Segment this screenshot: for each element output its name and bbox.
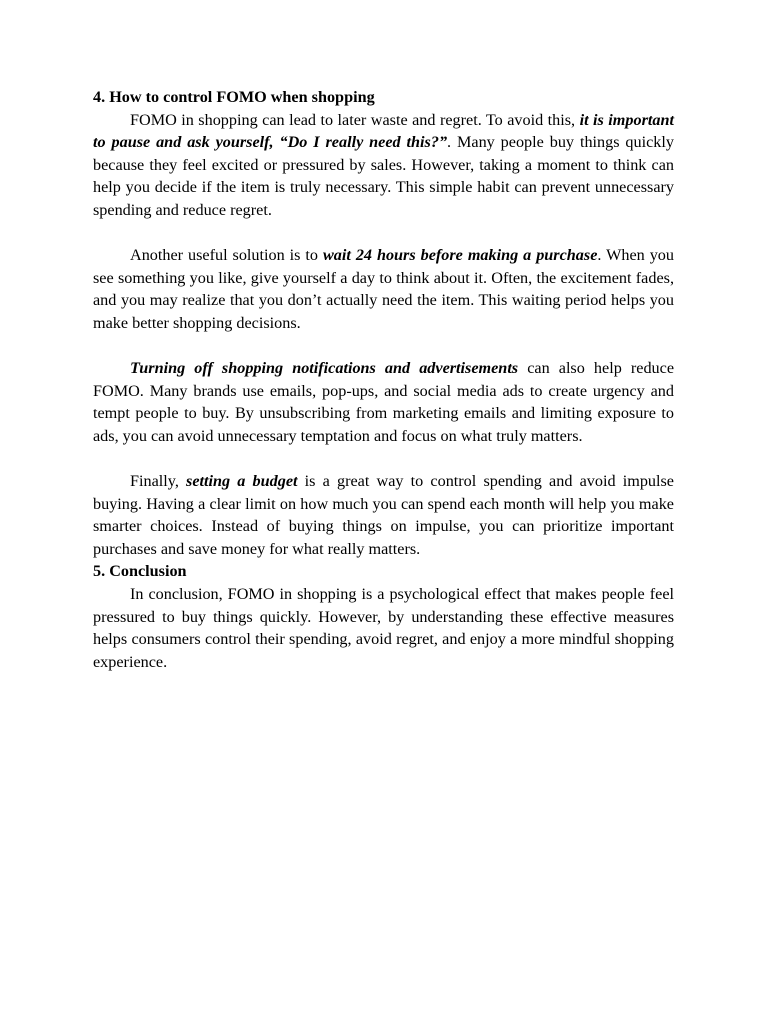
paragraph-text: FOMO in shopping can lead to later waste and regret. To avoid this, bbox=[130, 110, 580, 129]
emphasis-text: wait 24 hours before making a purchase bbox=[322, 246, 598, 265]
section-5-heading: 5. Conclusion bbox=[93, 562, 187, 581]
paragraph-text: . When you see something you like, give yourself a day to think about it. Often, the excitement fades, and you may realize that you don’t actually need the item. This waiting period helps you make better shopping decisions. bbox=[93, 246, 674, 332]
paragraph-text: can also help reduce FOMO. Many brands use emails, pop-ups, and social media ads to create urgency and tempt people to buy. By unsubscribing from marketing emails and limiting exposure to ads, you can avoid unnecessary temptation and focus on what truly matters. bbox=[93, 359, 674, 445]
document-page bbox=[93, 86, 674, 673]
paragraph-text: . Many people buy things quickly because they feel excited or pressured by sales. However, taking a moment to think can help you decide if the item is truly necessary. This simple habit can prevent unnecessary spending and reduce regret. bbox=[93, 133, 674, 219]
section-5-paragraph-1: In conclusion, FOMO in shopping is a psychological effect that makes people feel pressured to buy things quickly. However, by understanding these effective measures helps consumers control their spending, avoid regret, and enjoy a more mindful shopping experience. bbox=[93, 585, 674, 671]
emphasis-text: it is important to pause and ask yourself, “Do I really need this?” bbox=[93, 110, 674, 152]
section-4-paragraph-1 bbox=[93, 109, 674, 222]
paragraph-text: Finally, bbox=[130, 472, 187, 491]
emphasis-text: setting a budget bbox=[186, 472, 298, 491]
section-4-heading: 4. How to control FOMO when shopping bbox=[93, 88, 375, 106]
paragraph-text: is a great way to control spending and avoid impulse buying. Having a clear limit on how much you can spend each month will help you make smarter choices. Instead of buying things on impulse, you can prioritize important purchases and save money for what really matters. bbox=[93, 472, 674, 558]
section-4-paragraph-4 bbox=[93, 470, 674, 560]
paragraph-text: Another useful solution is to bbox=[130, 246, 323, 265]
section-4-paragraph-2 bbox=[93, 244, 674, 334]
emphasis-text: Turning off shopping notifications and advertisements bbox=[130, 359, 519, 378]
section-4-paragraph-3 bbox=[93, 357, 674, 447]
